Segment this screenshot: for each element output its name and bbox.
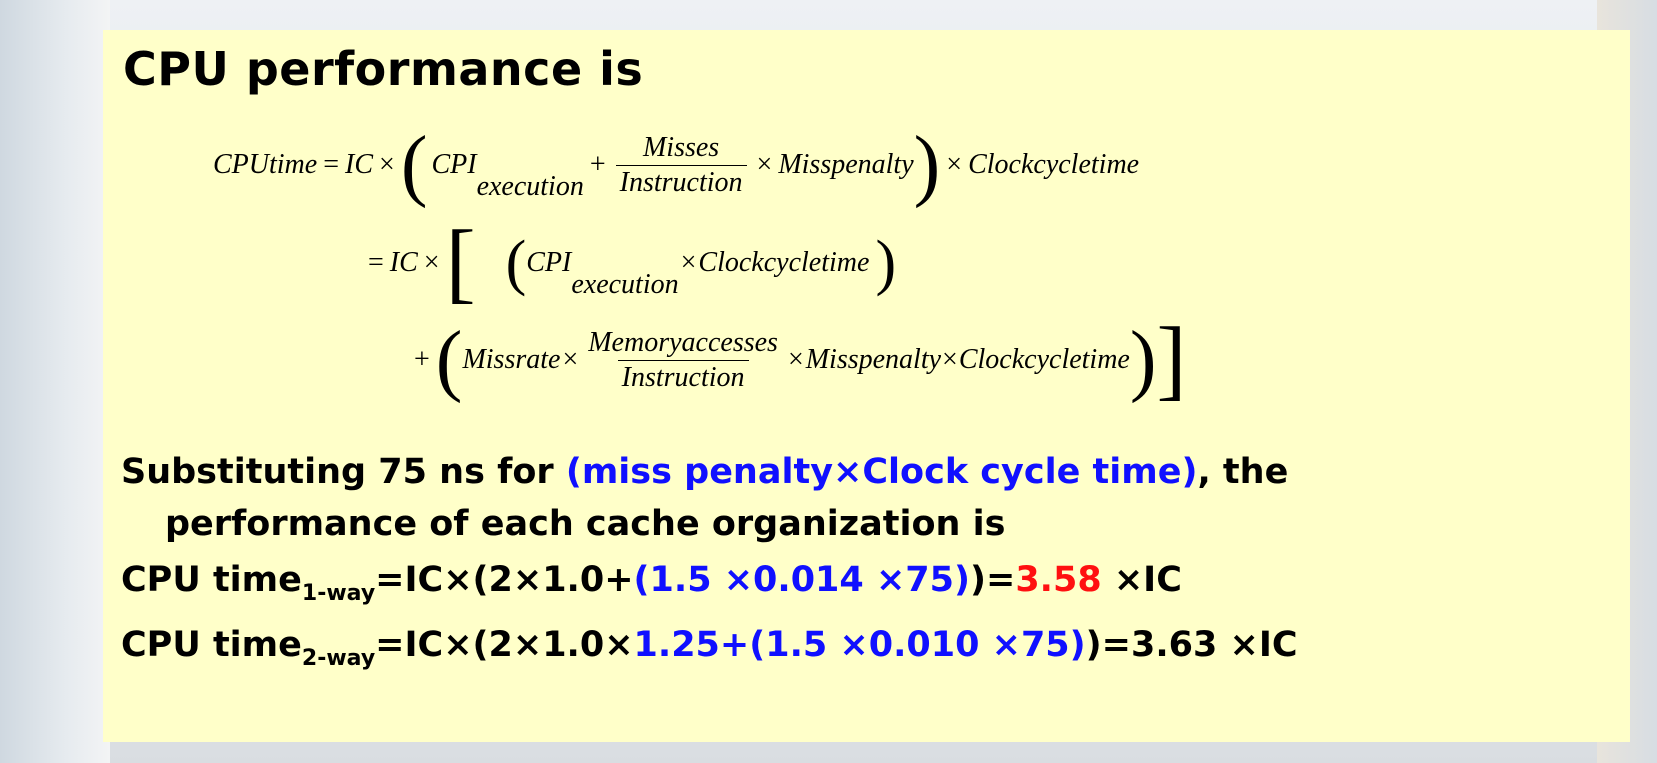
equation-line-3 <box>408 310 1187 409</box>
close-bracket: ] <box>1156 310 1187 409</box>
close-paren: ) <box>875 229 897 297</box>
equation-line-1 <box>213 121 1140 209</box>
miss-rate-term: Missrate <box>462 344 561 375</box>
cpu-time-subscript: 2-way <box>301 646 376 671</box>
substitution-line-2: performance of each cache organization is <box>165 504 1006 544</box>
substitution-suffix: , the <box>1197 452 1289 492</box>
result-value: 3.58 <box>1015 560 1102 600</box>
cpu-time-2-way <box>121 625 1298 671</box>
open-paren: ( <box>435 316 463 404</box>
fraction-numerator: Misses <box>642 132 720 164</box>
ic-term: IC <box>345 149 374 180</box>
cpu-time-subscript: 1-way <box>301 581 376 606</box>
cpi-term: CPI <box>526 247 572 278</box>
cpu-time-label: CPU time <box>121 560 302 600</box>
plus-sign: + <box>589 149 606 180</box>
cpi-subscript: execution <box>476 171 584 202</box>
open-bracket: [ <box>445 213 476 312</box>
substitution-prefix: Substituting 75 ns for <box>121 452 566 492</box>
clock-cycle-time-term: Clockcycletime <box>698 247 870 278</box>
slide-content-box <box>103 30 1630 742</box>
times-sign: × <box>680 247 697 278</box>
clock-cycle-time-term: Clockcycletime <box>968 149 1140 180</box>
close-paren: ) <box>913 121 941 209</box>
ic-term: IC <box>389 247 418 278</box>
cpi-subscript: execution <box>571 269 679 300</box>
miss-penalty-term: Misspenalty <box>805 344 942 375</box>
misses-per-instruction-fraction <box>616 133 747 197</box>
equals-sign: = <box>323 149 340 180</box>
times-sign: × <box>379 149 395 180</box>
times-sign: × <box>423 247 440 278</box>
equation-line-2 <box>368 213 897 312</box>
substitution-paragraph-line-1 <box>121 452 1288 492</box>
expr-part-b: (1.5 ×0.014 ×75) <box>633 560 970 600</box>
open-paren: ( <box>400 121 428 209</box>
open-paren: ( <box>505 229 527 297</box>
expr-part-d: ×IC <box>1101 560 1182 600</box>
miss-penalty-term: Misspenalty <box>778 149 914 180</box>
times-sign: × <box>562 344 579 375</box>
plus-sign: + <box>414 344 430 375</box>
times-sign: × <box>946 149 963 180</box>
expr-part-b: 1.25+(1.5 ×0.010 ×75) <box>633 625 1086 665</box>
memory-accesses-fraction <box>584 328 782 392</box>
expr-part-c: )= <box>969 560 1016 600</box>
expr-part-a: =IC×(2×1.0× <box>375 625 634 665</box>
close-paren: ) <box>1129 316 1157 404</box>
fraction-denominator: Instruction <box>616 165 747 197</box>
expr-part-a: =IC×(2×1.0+ <box>375 560 634 600</box>
clock-cycle-time-term: Clockcycletime <box>958 344 1130 375</box>
cpu-time-1-way <box>121 560 1182 606</box>
cpu-time-term: CPUtime <box>213 149 318 180</box>
substitution-highlight: (miss penalty×Clock cycle time) <box>565 452 1198 492</box>
equals-sign: = <box>368 247 384 278</box>
cpu-time-label: CPU time <box>121 625 302 665</box>
times-sign: × <box>942 344 958 375</box>
background-left <box>0 0 110 763</box>
fraction-numerator: Memoryaccesses <box>588 327 778 359</box>
times-sign: × <box>787 344 804 375</box>
substitution-paragraph-line-2 <box>165 504 1005 544</box>
cpi-term: CPI <box>431 149 477 180</box>
fraction-denominator: Instruction <box>618 360 749 392</box>
expr-part-c: )=3.63 ×IC <box>1085 625 1298 665</box>
times-sign: × <box>756 149 773 180</box>
slide-title: CPU performance is <box>123 42 644 96</box>
